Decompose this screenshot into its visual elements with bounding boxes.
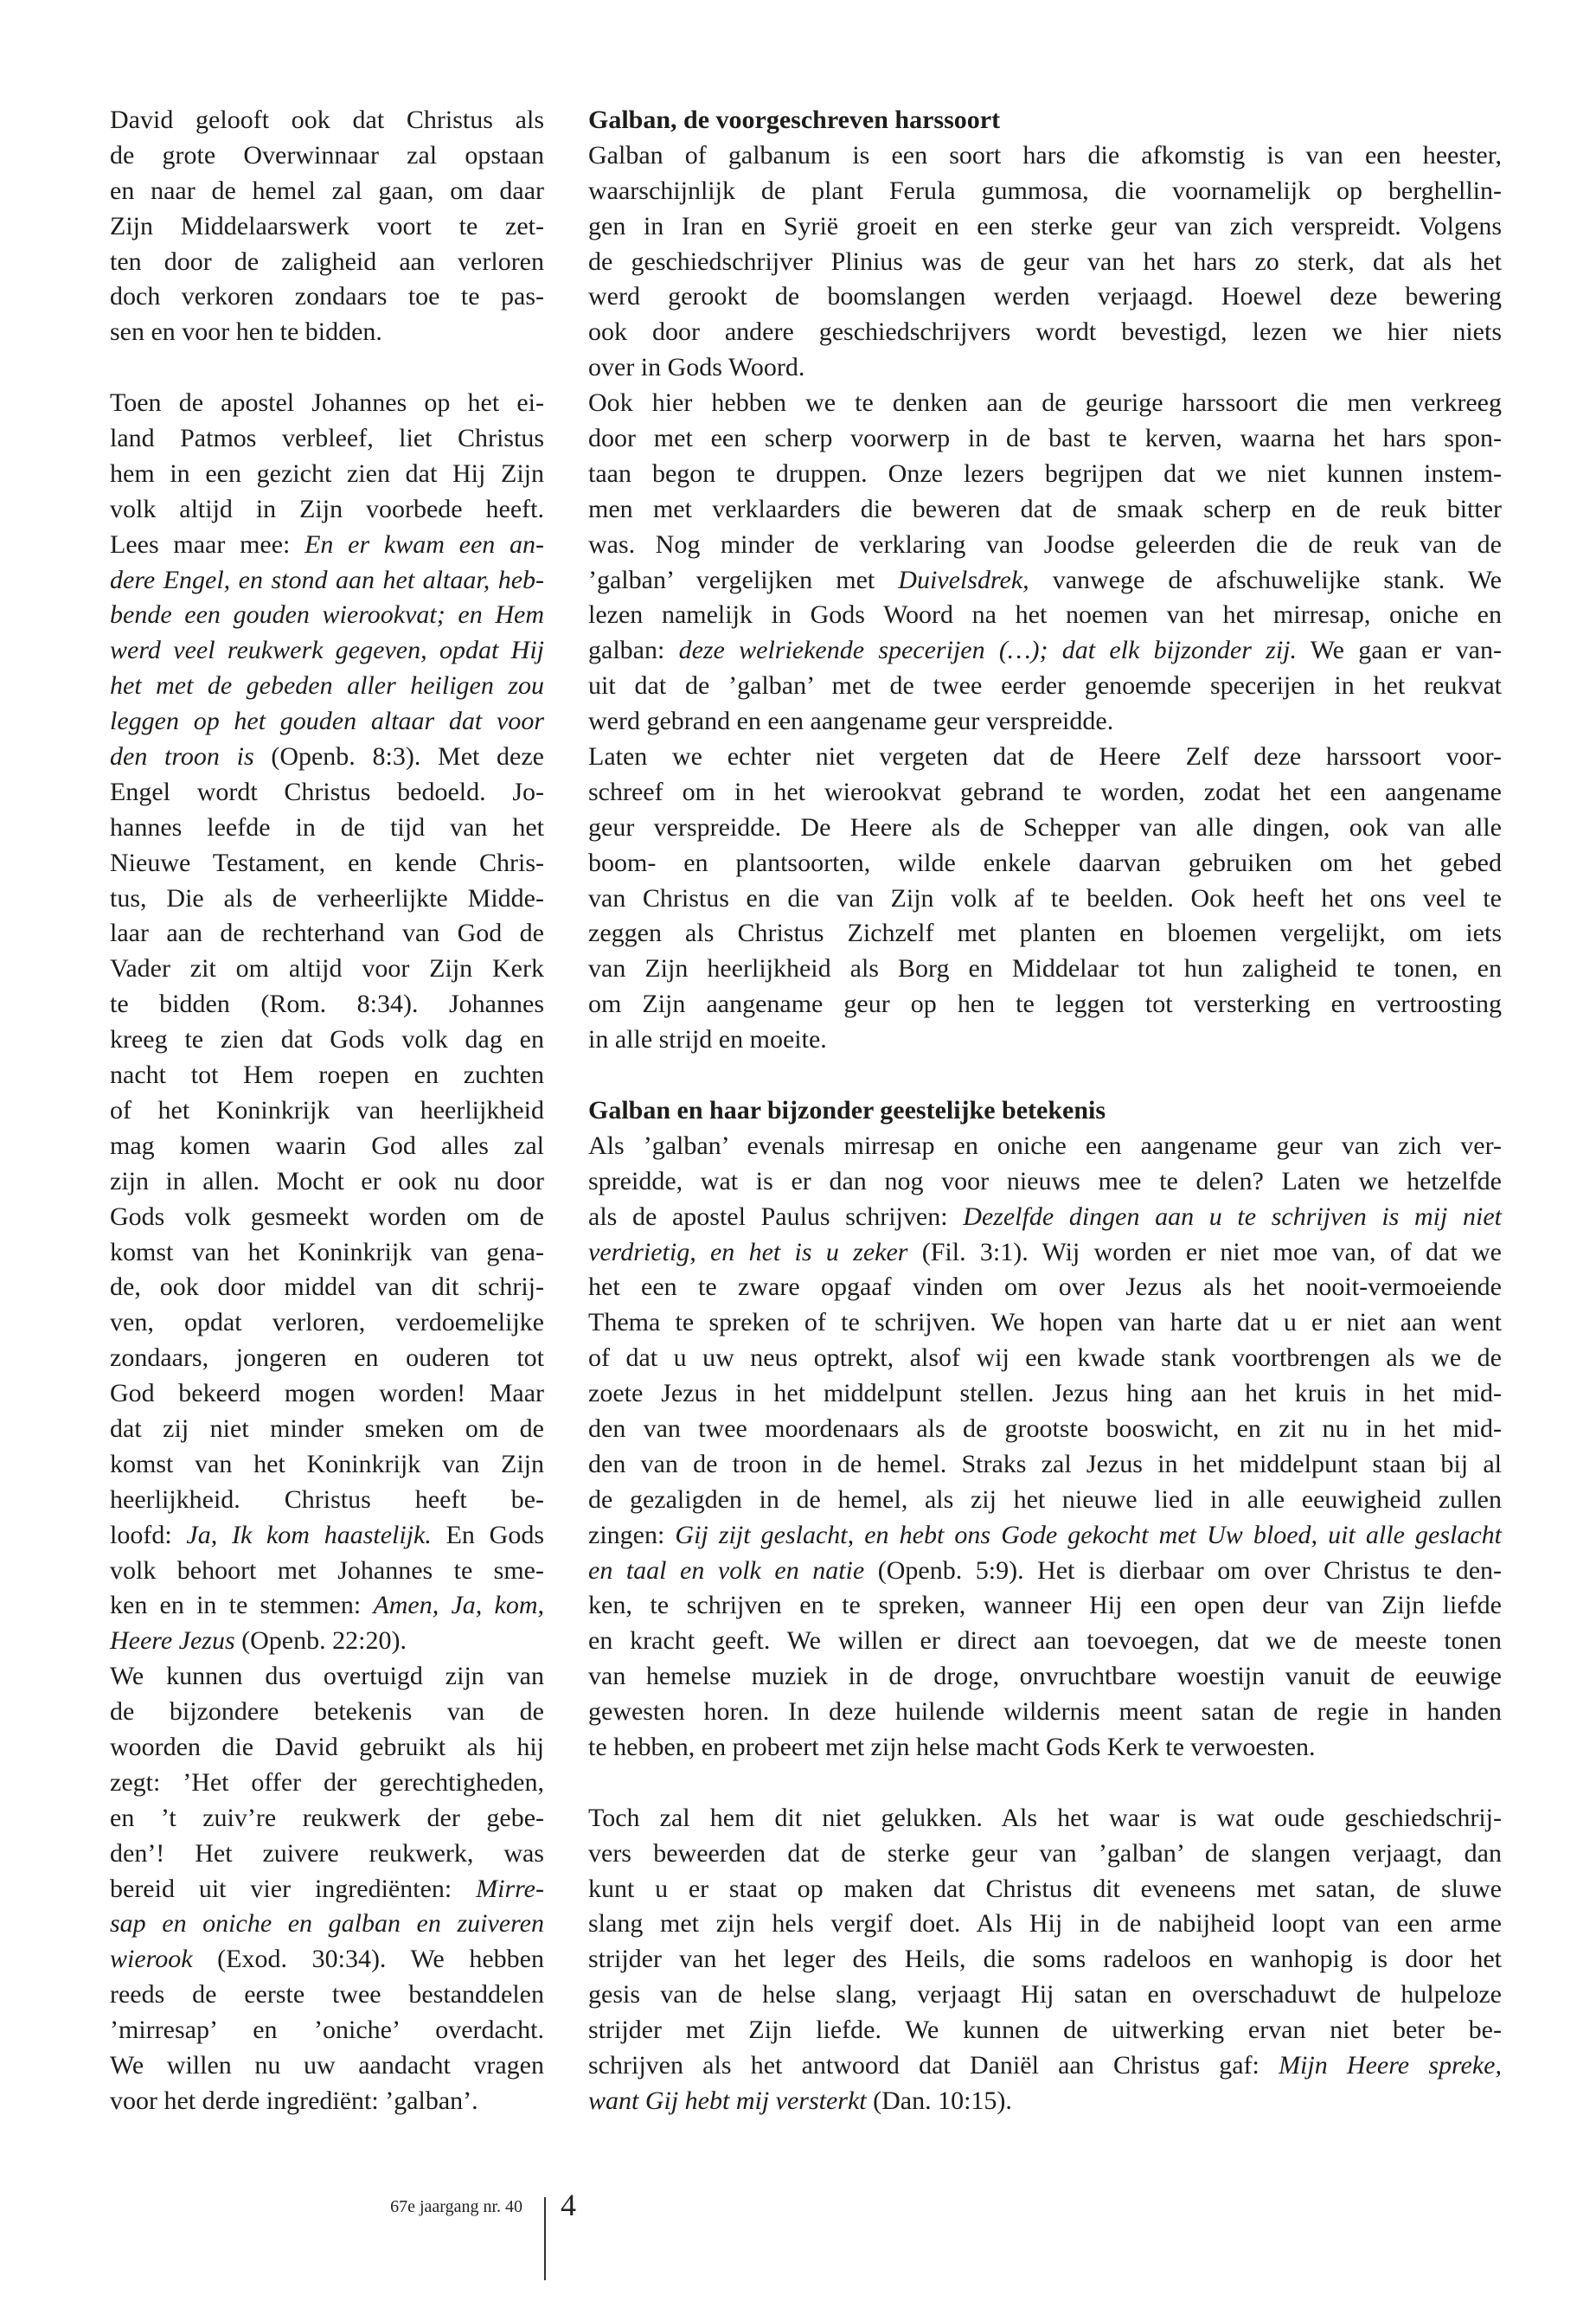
- text-run: vanwege de afschuwelijke stank. We: [1029, 565, 1502, 594]
- text-run: We willen nu uw aandacht vragen: [110, 2050, 544, 2080]
- text-run: en kracht geeft. We willen er direct aan toevoegen, dat we de meeste tonen: [588, 1626, 1502, 1656]
- italic-quote: Mirre-: [476, 1874, 544, 1903]
- text-run: zijn in allen. Mocht er ook nu door: [110, 1166, 544, 1195]
- text-line: [588, 775, 1502, 811]
- text-line: [588, 1801, 1502, 1836]
- text-line: [588, 1376, 1502, 1412]
- text-run: Lees maar mee:: [110, 529, 305, 559]
- text-line: [588, 740, 1502, 775]
- text-line: [588, 1588, 1502, 1624]
- text-run: zondaars, jongeren en ouderen tot: [110, 1343, 544, 1373]
- text-run: in alle strijd en moeite.: [588, 1025, 827, 1054]
- text-run: (Fil. 3:1). Wij worden er niet moe van, of dat we: [907, 1237, 1502, 1266]
- text-run: of dat u uw neus optrekt, alsof wij een kwade stank voortbrengen als we de: [588, 1343, 1502, 1373]
- text-line: [588, 1942, 1502, 1977]
- text-line: [110, 740, 544, 775]
- text-line: [588, 846, 1502, 881]
- text-run: geur verspreidde. De Heere als de Schepper van alle dingen, ook van alle: [588, 812, 1502, 842]
- text-line: [588, 279, 1502, 315]
- text-line: [110, 1836, 544, 1872]
- text-run: den van twee moordenaars als de grootste booswicht, en zit nu in het mid-: [588, 1413, 1502, 1443]
- text-line: [588, 1659, 1502, 1695]
- text-line: [588, 1977, 1502, 2013]
- text-run: volk altijd in Zijn voorbede heeft.: [110, 494, 544, 523]
- text-run: kreeg te zien dat Gods volk dag en: [110, 1025, 544, 1054]
- italic-quote: want Gij hebt mij versterkt: [588, 2086, 867, 2115]
- text-line: [110, 174, 544, 209]
- text-run: sen en voor hen te bidden.: [110, 317, 382, 347]
- footer-divider: [544, 2197, 546, 2280]
- text-run: gesis van de helse slang, verjaagt Hij satan en overschaduwt de hulpeloze: [588, 1980, 1502, 2009]
- italic-quote: het met de gebeden aller heiligen zou: [110, 671, 544, 701]
- text-run: zegt: ’Het offer der gerechtigheden,: [110, 1767, 544, 1797]
- text-line: [588, 1341, 1502, 1376]
- left-column: [110, 103, 544, 2119]
- text-run: ’galban’ vergelijken met: [588, 565, 899, 594]
- text-run: ook door andere geschiedschrijvers wordt bevestigd, lezen we hier niets: [588, 317, 1502, 347]
- text-run: gen in Iran en Syrië groeit en een sterke geur van zich verspreidt. Volgens: [588, 211, 1502, 240]
- text-line: [110, 704, 544, 740]
- text-line: [588, 1730, 1502, 1766]
- text-line: [588, 209, 1502, 245]
- text-run: (Openb. 8:3). Met deze: [253, 742, 544, 772]
- text-run: reeds de eerste twee bestanddelen: [110, 1980, 544, 2009]
- text-run: doch verkoren zondaars toe te pas-: [110, 282, 544, 311]
- text-run: Engel wordt Christus bedoeld. Jo-: [110, 777, 544, 806]
- text-run: werd gerookt de boomslangen werden verjaagd. Hoewel deze bewering: [588, 282, 1502, 311]
- text-run: te bidden (Rom. 8:34). Johannes: [110, 990, 544, 1019]
- italic-quote: Dezelfde dingen aan u te schrijven is mij niet: [963, 1202, 1502, 1231]
- text-run: hem in een gezicht zien dat Hij Zijn: [110, 458, 544, 488]
- text-line: [110, 2013, 544, 2048]
- text-line: [110, 1554, 544, 1589]
- text-line: [110, 2048, 544, 2084]
- text-run: volk behoort met Johannes te sme-: [110, 1555, 544, 1585]
- page-number: 4: [561, 2188, 576, 2222]
- text-run: Laten we echter niet vergeten dat de Heere Zelf deze harssoort voor-: [588, 742, 1502, 772]
- text-run: woorden die David gebruikt als hij: [110, 1732, 544, 1761]
- text-line: [588, 528, 1502, 563]
- text-line: [110, 1483, 544, 1518]
- text-line: [110, 457, 544, 492]
- text-line: [110, 1376, 544, 1412]
- text-run: zoete Jezus in het middelpunt stellen. Jezus hing aan het kruis in het mid-: [588, 1379, 1502, 1408]
- italic-quote: werd veel reukwerk gegeven, opdat Hij: [110, 636, 544, 665]
- text-run: lezen namelijk in Gods Woord na het noemen van het mirresap, oniche en: [588, 600, 1502, 630]
- text-line: [588, 704, 1502, 740]
- text-line: [588, 1624, 1502, 1659]
- text-line: [588, 1129, 1502, 1164]
- text-line: [588, 1305, 1502, 1341]
- text-line: [110, 528, 544, 563]
- text-line: [588, 174, 1502, 209]
- text-line: [588, 1483, 1502, 1518]
- text-line: [588, 1164, 1502, 1200]
- text-line: [588, 1766, 1502, 1801]
- text-line: [110, 1447, 544, 1483]
- text-line: [110, 775, 544, 811]
- italic-quote: Mijn Heere spreke,: [1279, 2050, 1503, 2080]
- text-line: [588, 811, 1502, 846]
- text-line: [110, 1942, 544, 1977]
- text-line: [588, 1518, 1502, 1554]
- text-line: [110, 1624, 544, 1659]
- text-line: [110, 386, 544, 421]
- footer-issue: 67e jaargang nr. 40: [390, 2197, 522, 2216]
- text-line: [110, 1341, 544, 1376]
- text-run: schrijven als het antwoord dat Daniël aan Christus gaf:: [588, 2050, 1279, 2080]
- text-run: strijder van het leger des Heils, die soms radeloos en wanhopig is door het: [588, 1945, 1502, 1974]
- text-run: waarschijnlijk de plant Ferula gummosa, die voornamelijk op berghellin-: [588, 176, 1502, 205]
- text-line: [110, 916, 544, 952]
- text-line: [110, 811, 544, 846]
- text-run: als de apostel Paulus schrijven:: [588, 1202, 964, 1231]
- text-run: strijder met Zijn liefde. We kunnen de uitwerking ervan niet beter be-: [588, 2016, 1502, 2045]
- text-run: de, ook door middel van dit schrij-: [110, 1272, 544, 1302]
- text-line: [588, 1270, 1502, 1305]
- text-line: [110, 598, 544, 633]
- text-line: [588, 1412, 1502, 1447]
- text-run: ten door de zaligheid aan verloren: [110, 247, 544, 276]
- text-line: [588, 350, 1502, 386]
- text-line: [110, 987, 544, 1022]
- text-line: [588, 952, 1502, 987]
- italic-quote: En er kwam een an-: [304, 529, 544, 559]
- text-line: [110, 1907, 544, 1942]
- text-line: [110, 1412, 544, 1447]
- text-line: [110, 492, 544, 528]
- text-run: Thema te spreken of te schrijven. We hopen van harte dat u er niet aan went: [588, 1308, 1502, 1337]
- text-line: [588, 2048, 1502, 2084]
- text-line: [110, 1872, 544, 1907]
- italic-quote: Gij zijt geslacht, en hebt ons Gode gekocht met Uw bloed, uit alle geslacht: [675, 1520, 1502, 1549]
- text-run: kunt u er staat op maken dat Christus dit eveneens met satan, de sluwe: [588, 1874, 1502, 1903]
- text-run: We gaan er van-: [1297, 636, 1502, 665]
- text-run: Gods volk gesmeekt worden om de: [110, 1202, 544, 1231]
- text-line: [110, 633, 544, 669]
- text-run: land Patmos verbleef, liet Christus: [110, 424, 544, 453]
- text-run: de geschiedschrijver Plinius was de geur van het hars zo sterk, dat als het: [588, 247, 1502, 276]
- text-line: [588, 987, 1502, 1022]
- text-run: loofd:: [110, 1520, 187, 1549]
- text-line: [110, 1058, 544, 1093]
- text-run: ken, te schrijven en te spreken, wanneer Hij een open deur van Zijn liefde: [588, 1591, 1502, 1620]
- text-run: door met een scherp voorwerp in de bast te kerven, waarna het hars spon-: [588, 424, 1502, 453]
- text-run: slang met zijn hels vergif doet. Als Hij in de nabijheid loopt van een arme: [588, 1909, 1502, 1939]
- italic-quote: verdrietig, en het is u zeker: [588, 1237, 908, 1266]
- text-run: (Exod. 30:34). We hebben: [192, 1945, 544, 1974]
- text-line: [588, 138, 1502, 174]
- text-line: [110, 1164, 544, 1200]
- italic-quote: wierook: [110, 1945, 193, 1974]
- text-run: David gelooft ook dat Christus als: [110, 106, 544, 134]
- text-line: [588, 2013, 1502, 2048]
- text-run: God bekeerd mogen worden! Maar: [110, 1379, 544, 1408]
- text-line: [110, 245, 544, 280]
- text-run: bereid uit vier ingrediënten:: [110, 1874, 477, 1903]
- text-run: Nieuwe Testament, en kende Chris-: [110, 848, 544, 877]
- italic-quote: en taal en volk en natie: [588, 1555, 865, 1585]
- italic-quote: Duivelsdrek,: [898, 565, 1029, 594]
- text-run: (Openb. 22:20).: [234, 1626, 407, 1656]
- italic-quote: den troon is: [110, 742, 254, 772]
- text-line: [588, 598, 1502, 633]
- text-line: [110, 1270, 544, 1305]
- text-run: voor het derde ingrediënt: ’galban’.: [110, 2086, 478, 2115]
- text-run: ’mirresap’ en ’oniche’ overdacht.: [110, 2016, 544, 2045]
- italic-quote: Ja, Ik kom haastelijk.: [186, 1520, 432, 1549]
- text-run: het een te zware opgaaf vinden om over Jezus als het nooit-vermoeiende: [588, 1272, 1502, 1302]
- text-line: [588, 421, 1502, 457]
- text-run: over in Gods Woord.: [588, 353, 805, 382]
- text-line: [110, 563, 544, 599]
- text-run: Zijn Middelaarswerk voort te zet-: [110, 211, 544, 240]
- text-run: hannes leefde in de tijd van het: [110, 812, 544, 842]
- italic-quote: bende een gouden wierookvat; en Hem: [110, 600, 544, 630]
- text-run: Galban of galbanum is een soort hars die afkomstig is van een heester,: [588, 140, 1502, 170]
- text-line: [110, 1801, 544, 1836]
- text-line: [110, 2084, 544, 2119]
- text-run: (Openb. 5:9). Het is dierbaar om over Christus te den-: [864, 1555, 1502, 1585]
- text-line: [110, 1200, 544, 1235]
- text-line: [588, 669, 1502, 704]
- text-line: [110, 1518, 544, 1554]
- text-line: [588, 1836, 1502, 1872]
- text-line: [110, 952, 544, 987]
- text-line: [588, 1872, 1502, 1907]
- text-line: [588, 386, 1502, 421]
- text-line: [588, 1022, 1502, 1058]
- text-run: uit dat de ’galban’ met de twee eerder genoemde specerijen in het reukvat: [588, 671, 1502, 701]
- section-heading: [588, 103, 1502, 138]
- text-run: van Zijn heerlijkheid als Borg en Middelaar tot hun zaligheid te tonen, en: [588, 954, 1502, 984]
- text-run: van Christus en die van Zijn volk af te beelden. Ook heeft het ons veel te: [588, 883, 1502, 913]
- text-line: [110, 1235, 544, 1271]
- text-run: den’! Het zuivere reukwerk, was: [110, 1838, 544, 1868]
- text-line: [110, 1022, 544, 1058]
- text-run: gewesten horen. In deze huilende wildernis meent satan de regie in handen: [588, 1697, 1502, 1727]
- text-run: de bijzondere betekenis van de: [110, 1697, 544, 1727]
- text-line: [588, 1058, 1502, 1093]
- italic-quote: Amen, Ja, kom,: [373, 1591, 545, 1620]
- text-line: [110, 846, 544, 881]
- text-run: dat zij niet minder smeken om de: [110, 1413, 544, 1443]
- text-line: [110, 1588, 544, 1624]
- text-line: [110, 103, 544, 138]
- text-line: [110, 1305, 544, 1341]
- text-run: Galban, de voorgeschreven harssoort: [588, 106, 1001, 134]
- text-run: Toch zal hem dit niet gelukken. Als het waar is wat oude geschiedschrij-: [588, 1803, 1502, 1832]
- text-line: [588, 1200, 1502, 1235]
- text-line: [588, 1554, 1502, 1589]
- text-run: Galban en haar bijzonder geestelijke betekenis: [588, 1095, 1106, 1125]
- text-run: heerlijkheid. Christus heeft be-: [110, 1484, 544, 1514]
- text-line: [110, 315, 544, 350]
- text-run: en ’t zuiv’re reukwerk der gebe-: [110, 1803, 544, 1832]
- text-line: [588, 315, 1502, 350]
- italic-quote: leggen op het gouden altaar dat voor: [110, 707, 544, 736]
- text-run: mag komen waarin God alles zal: [110, 1131, 544, 1160]
- text-line: [110, 1766, 544, 1801]
- text-line: [110, 669, 544, 704]
- text-run: men met verklaarders die beweren dat de smaak scherp en de reuk bitter: [588, 494, 1502, 523]
- text-run: Ook hier hebben we te denken aan de geurige harssoort die men verkreeg: [588, 388, 1502, 418]
- text-line: [110, 279, 544, 315]
- text-line: [110, 1093, 544, 1129]
- italic-quote: dere Engel, en stond aan het altaar, heb-: [110, 565, 544, 594]
- text-run: En Gods: [431, 1520, 544, 1549]
- text-run: galban:: [588, 636, 679, 665]
- text-run: de gezaligden in de hemel, als zij het nieuwe lied in alle eeuwigheid zullen: [588, 1484, 1502, 1514]
- text-line: [110, 350, 544, 386]
- text-line: [588, 1695, 1502, 1730]
- text-run: We kunnen dus overtuigd zijn van: [110, 1662, 544, 1691]
- text-run: laar aan de rechterhand van God de: [110, 919, 544, 948]
- text-run: en naar de hemel zal gaan, om daar: [110, 176, 544, 205]
- text-line: [588, 245, 1502, 280]
- text-run: de grote Overwinnaar zal opstaan: [110, 140, 544, 170]
- text-run: was. Nog minder de verklaring van Joodse geleerden die de reuk van de: [588, 529, 1502, 559]
- right-column: [588, 103, 1502, 2119]
- text-run: komst van het Koninkrijk van gena-: [110, 1237, 544, 1266]
- text-run: of het Koninkrijk van heerlijkheid: [110, 1095, 544, 1125]
- text-run: spreidde, wat is er dan nog voor nieuws mee te delen? Laten we hetzelfde: [588, 1166, 1502, 1195]
- text-run: Vader zit om altijd voor Zijn Kerk: [110, 954, 544, 984]
- italic-quote: sap en oniche en galban en zuiveren: [110, 1909, 544, 1939]
- text-run: werd gebrand en een aangename geur verspreidde.: [588, 707, 1114, 736]
- text-run: van hemelse muziek in de droge, onvruchtbare woestijn vanuit de eeuwige: [588, 1662, 1502, 1691]
- text-line: [110, 1129, 544, 1164]
- text-run: zingen:: [588, 1520, 676, 1549]
- text-line: [588, 881, 1502, 917]
- text-line: [110, 1977, 544, 2013]
- text-run: komst van het Koninkrijk van Zijn: [110, 1449, 544, 1478]
- text-run: Toen de apostel Johannes op het ei-: [110, 388, 544, 418]
- text-line: [588, 563, 1502, 599]
- text-run: zeggen als Christus Zichzelf met planten en bloemen vergelijkt, om iets: [588, 919, 1502, 948]
- text-run: vers beweerden dat de sterke geur van ’galban’ de slangen verjaagt, dan: [588, 1838, 1502, 1868]
- text-run: ken en in te stemmen:: [110, 1591, 374, 1620]
- text-line: [588, 633, 1502, 669]
- italic-quote: Heere Jezus: [110, 1626, 235, 1656]
- text-run: den van de troon in de hemel. Straks zal Jezus in het middelpunt staan bij al: [588, 1449, 1502, 1478]
- text-line: [110, 138, 544, 174]
- text-line: [110, 1695, 544, 1730]
- text-run: ven, opdat verloren, verdoemelijke: [110, 1308, 544, 1337]
- text-line: [588, 1907, 1502, 1942]
- section-heading: [588, 1093, 1502, 1129]
- text-line: [110, 1730, 544, 1766]
- text-run: om Zijn aangename geur op hen te leggen tot versterking en vertroosting: [588, 990, 1502, 1019]
- text-run: taan begon te druppen. Onze lezers begrijpen dat we niet kunnen instem-: [588, 458, 1502, 488]
- text-run: nacht tot Hem roepen en zuchten: [110, 1061, 544, 1090]
- text-line: [110, 421, 544, 457]
- text-run: tus, Die als de verheerlijkte Midde-: [110, 883, 544, 913]
- text-line: [588, 2084, 1502, 2119]
- text-line: [110, 209, 544, 245]
- text-line: [588, 1235, 1502, 1271]
- text-line: [588, 457, 1502, 492]
- italic-quote: deze welriekende specerijen (…); dat elk bijzonder zij.: [678, 636, 1298, 665]
- text-line: [588, 916, 1502, 952]
- text-line: [110, 881, 544, 917]
- text-line: [110, 1659, 544, 1695]
- text-line: [588, 492, 1502, 528]
- text-run: Als ’galban’ evenals mirresap en oniche een aangename geur van zich ver-: [588, 1131, 1502, 1160]
- text-run: schreef om in het wierookvat gebrand te worden, zodat het een aangename: [588, 777, 1502, 806]
- text-run: (Dan. 10:15).: [866, 2086, 1012, 2115]
- text-run: boom- en plantsoorten, wilde enkele daarvan gebruiken om het gebed: [588, 848, 1502, 877]
- text-line: [588, 1447, 1502, 1483]
- text-run: te hebben, en probeert met zijn helse macht Gods Kerk te verwoesten.: [588, 1732, 1316, 1761]
